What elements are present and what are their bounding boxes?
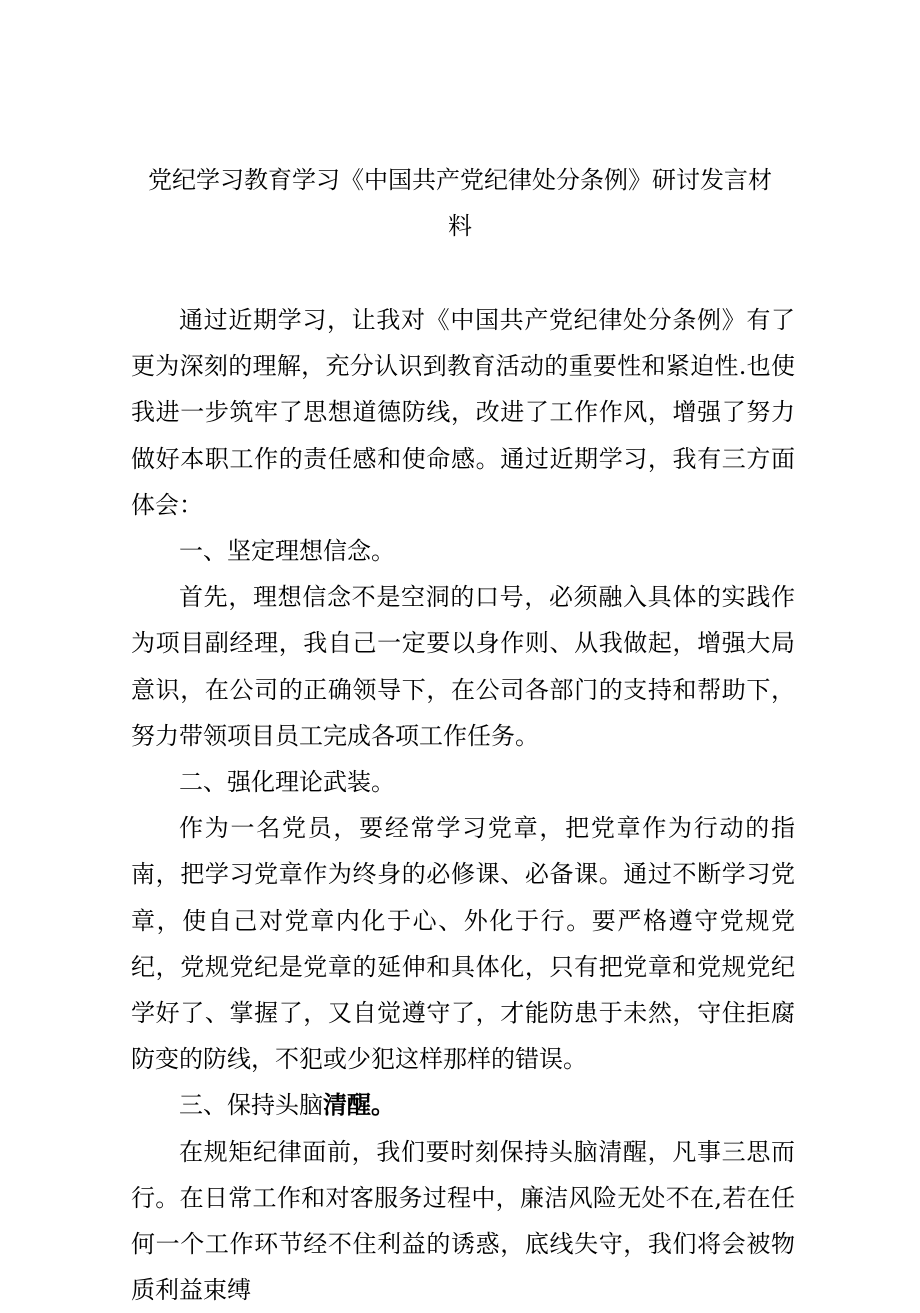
- section1-paragraph: 首先，理想信念不是空洞的口号，必须融入具体的实践作为项目副经理，我自己一定要以身作则、从我做起，增强大局意识，在公司的正确领导下，在公司各部门的支持和帮助下，努力带领项目员工完成各项工作任务。: [131, 583, 795, 750]
- section3-heading-plain: 三、保持头脑: [179, 1091, 323, 1120]
- document-body: [131, 297, 795, 1313]
- document-title-line1: 党纪学习教育学习《中国共产党纪律处分条例》研讨发言材: [148, 166, 772, 194]
- section2-heading: 二、强化理论武装。: [179, 768, 395, 797]
- intro-paragraph: 通过近期学习，让我对《中国共产党纪律处分条例》有了更为深刻的理解，充分认识到教育活动的重要性和紧迫性.也使我进一步筑牢了思想道德防线，改进了工作作风，增强了努力做好本职工作的责任感和使命感。通过近期学习，我有三方面体会：: [131, 306, 795, 519]
- section1-heading: 一、坚定理想信念。: [179, 537, 395, 566]
- section3-paragraph: 在规矩纪律面前，我们要时刻保持头脑清醒，凡事三思而行。在日常工作和对客服务过程中，廉洁风险无处不在,若在任何一个工作环节经不住利益的诱惑，底线失守，我们将会被物质利益束缚: [131, 1137, 795, 1305]
- section3-heading: [131, 1082, 795, 1128]
- document-title-line2: 料: [448, 212, 472, 240]
- section2-paragraph: 作为一名党员，要经常学习党章，把党章作为行动的指南，把学习党章作为终身的必修课、必备课。通过不断学习党章，使自己对党章内化于心、外化于行。要严格遵守党规党纪，党规党纪是党章的延伸和具体化，只有把党章和党规党纪学好了、掌握了，又自觉遵守了，才能防患于未然，守住拒腐防变的防线，不犯或少犯这样那样的错误。: [131, 814, 795, 1074]
- section3-heading-bold: 清醒。: [323, 1090, 395, 1120]
